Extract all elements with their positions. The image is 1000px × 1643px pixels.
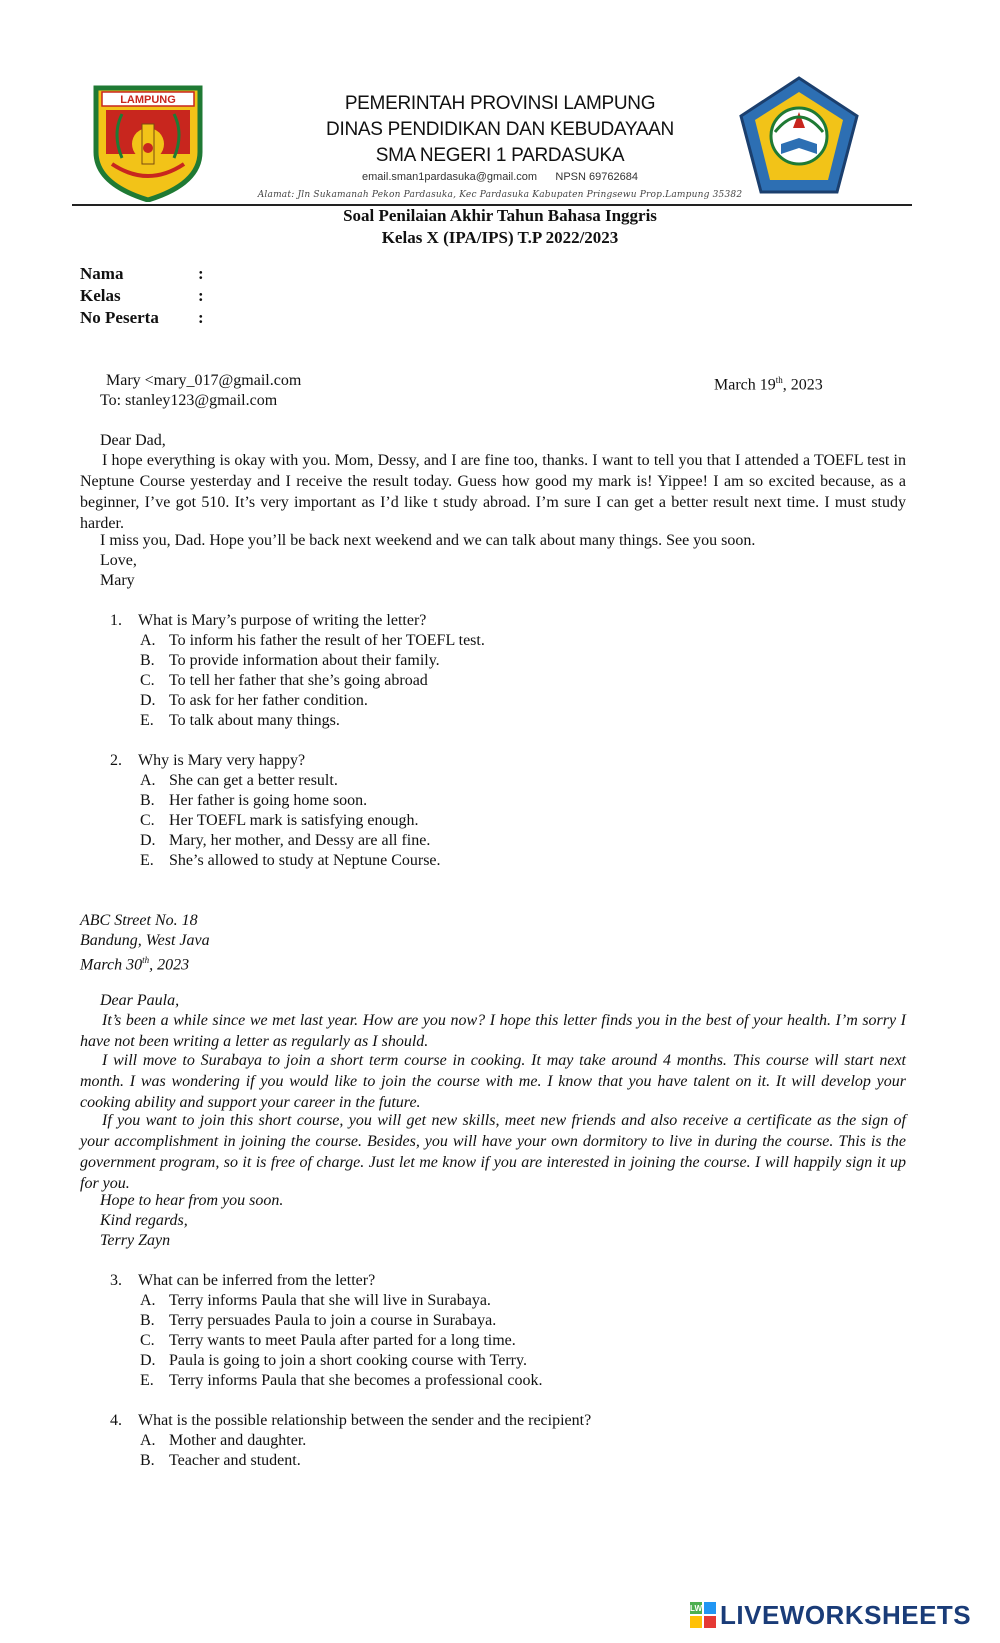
letter1-closing: Love, — [100, 552, 137, 569]
question-2 — [110, 750, 305, 771]
option-letter: E. — [140, 1372, 154, 1389]
option-text: To tell her father that she’s going abroad — [169, 672, 428, 689]
letter2-p1-text: It’s been a while since we met last year. How are you now? I hope this letter finds you in the best of your health. I’m sorry I have not been writing a letter as regularly as I should. — [80, 1012, 906, 1050]
option[interactable] — [140, 1330, 516, 1351]
header-line1: PEMERINTAH PROVINSI LAMPUNG — [344, 93, 656, 114]
date-sup: th — [775, 375, 783, 385]
option-text: Teacher and student. — [169, 1452, 301, 1469]
option-letter: A. — [140, 1292, 156, 1309]
option[interactable] — [140, 1350, 527, 1371]
lampung-logo — [92, 84, 204, 202]
logo-prefix: LW — [690, 1604, 702, 1613]
question-number: 4. — [110, 1412, 122, 1429]
identity-row-class — [80, 286, 204, 306]
header-line3: SMA NEGERI 1 PARDASUKA — [375, 145, 625, 166]
header-contact: email.sman1pardasuka@gmail.com NPSN 69762684 — [362, 171, 638, 183]
option-text: Terry wants to meet Paula after parted for a long time. — [169, 1332, 516, 1349]
option[interactable] — [140, 670, 428, 691]
option-letter: D. — [140, 1352, 156, 1369]
option-letter: C. — [140, 1332, 155, 1349]
question-3 — [110, 1270, 375, 1291]
option-text: She can get a better result. — [169, 772, 338, 789]
question-number: 2. — [110, 752, 122, 769]
option-text: Terry informs Paula that she will live in Surabaya. — [169, 1292, 491, 1309]
letter2-p2 — [80, 1050, 906, 1113]
date-year: , 2023 — [149, 956, 190, 974]
option-text: To inform his father the result of her TOEFL test. — [169, 632, 485, 649]
school-emblem — [735, 72, 863, 202]
letter1-body1-text: I hope everything is okay with you. Mom, Dessy, and I are fine too, thanks. I want to tell you that I attended a TOEFL test in Neptune Course yesterday and I receive the result today. Guess how good my mark is! Yippee! I am so excited because, as a beginner, I’ve got 510. It’s very important as I’d like t study abroad. I’m sure I can get a better result next time. I must study harder. — [80, 452, 906, 532]
letter2-closing2: Kind regards, — [100, 1212, 188, 1229]
option[interactable] — [140, 770, 338, 791]
identity-row-participant — [80, 308, 204, 328]
exam-title: Soal Penilaian Akhir Tahun Bahasa Inggris — [343, 206, 657, 225]
header-address: Alamat: Jln Sukamanah Pekon Pardasuka, Kec Pardasuka Kabupaten Pringsewu Prop.Lampung 35382 — [257, 190, 743, 200]
option-letter: A. — [140, 632, 156, 649]
option-text: She’s allowed to study at Neptune Course. — [169, 852, 441, 869]
liveworksheets-watermark[interactable] — [690, 1600, 990, 1632]
letter1-from: Mary <mary_017@gmail.com — [106, 372, 302, 389]
liveworksheets-logo-icon — [690, 1602, 716, 1628]
option-letter: C. — [140, 812, 155, 829]
option-text: Mother and daughter. — [169, 1432, 307, 1449]
logo-left-text: LAMPUNG — [120, 94, 176, 106]
option-letter: E. — [140, 852, 154, 869]
question-text: What can be inferred from the letter? — [138, 1272, 376, 1289]
letter1-body1 — [80, 450, 906, 534]
date-sup: th — [142, 955, 150, 965]
letter1-date — [714, 370, 823, 395]
letter2-closing1: Hope to hear from you soon. — [100, 1192, 284, 1209]
exam-class: Kelas X (IPA/IPS) T.P 2022/2023 — [381, 228, 619, 247]
option-text: To ask for her father condition. — [169, 692, 368, 709]
identity-label: Kelas — [80, 286, 121, 305]
option-letter: A. — [140, 772, 156, 789]
option-letter: E. — [140, 712, 154, 729]
date-main: March 30 — [80, 956, 143, 974]
letter2-greeting: Dear Paula, — [100, 992, 180, 1009]
date-main: March 19 — [714, 376, 776, 394]
letter2-p1 — [80, 1010, 906, 1052]
question-number: 1. — [110, 612, 122, 629]
option[interactable] — [140, 710, 340, 731]
question-text: What is the possible relationship between the sender and the recipient? — [138, 1412, 592, 1429]
letter2-p2-text: I will move to Surabaya to join a short term course in cooking. It may take around 4 months. This course will start next month. I was wondering if you would like to join the course with me. I know that you have talent on it. It will develop your cooking ability and support your career in the future. — [80, 1052, 906, 1111]
option[interactable] — [140, 630, 485, 651]
option[interactable] — [140, 850, 441, 871]
identity-colon: : — [198, 308, 204, 327]
option-letter: A. — [140, 1432, 156, 1449]
option-letter: C. — [140, 672, 155, 689]
option-text: Her TOEFL mark is satisfying enough. — [169, 812, 419, 829]
date-year: , 2023 — [782, 376, 823, 394]
option-text: Terry informs Paula that she becomes a professional cook. — [169, 1372, 543, 1389]
option[interactable] — [140, 690, 368, 711]
option[interactable] — [140, 1290, 491, 1311]
identity-label: Nama — [80, 264, 124, 283]
letter2-date — [80, 950, 189, 975]
letter1-body2: I miss you, Dad. Hope you’ll be back next weekend and we can talk about many things. See you soon. — [100, 532, 756, 549]
identity-colon: : — [198, 264, 204, 283]
option-letter: B. — [140, 1452, 155, 1469]
option-letter: B. — [140, 652, 155, 669]
letter2-signature: Terry Zayn — [100, 1232, 171, 1249]
option[interactable] — [140, 790, 367, 811]
option-text: Mary, her mother, and Dessy are all fine. — [169, 832, 431, 849]
letter2-addr2: Bandung, West Java — [80, 932, 210, 949]
option-text: Paula is going to join a short cooking course with Terry. — [169, 1352, 527, 1369]
question-text: What is Mary’s purpose of writing the letter? — [138, 612, 427, 629]
question-text: Why is Mary very happy? — [138, 752, 306, 769]
letter2-p3 — [80, 1110, 906, 1194]
option[interactable] — [140, 1370, 542, 1391]
liveworksheets-text: LIVEWORKSHEETS — [720, 1600, 972, 1630]
header-line2: DINAS PENDIDIKAN DAN KEBUDAYAAN — [326, 119, 674, 140]
option[interactable] — [140, 1310, 496, 1331]
option-letter: D. — [140, 692, 156, 709]
letter1-signature: Mary — [100, 572, 135, 589]
letter1-greeting: Dear Dad, — [100, 432, 166, 449]
option[interactable] — [140, 830, 430, 851]
option[interactable] — [140, 1450, 301, 1471]
option[interactable] — [140, 810, 418, 831]
option[interactable] — [140, 1430, 306, 1451]
identity-row-name — [80, 264, 204, 284]
question-1 — [110, 610, 426, 631]
option-text: Her father is going home soon. — [169, 792, 368, 809]
letter2-addr1: ABC Street No. 18 — [80, 912, 198, 929]
option-text: To talk about many things. — [169, 712, 340, 729]
identity-colon: : — [198, 286, 204, 305]
option[interactable] — [140, 650, 440, 671]
question-4 — [110, 1410, 591, 1431]
option-letter: B. — [140, 792, 155, 809]
option-text: Terry persuades Paula to join a course in Surabaya. — [169, 1312, 497, 1329]
option-letter: D. — [140, 832, 156, 849]
letter1-to: To: stanley123@gmail.com — [100, 392, 278, 409]
question-number: 3. — [110, 1272, 122, 1289]
option-letter: B. — [140, 1312, 155, 1329]
option-text: To provide information about their family. — [169, 652, 440, 669]
identity-label: No Peserta — [80, 308, 159, 327]
letter2-p3-text: If you want to join this short course, you will get new skills, meet new friends and also receive a certificate as the sign of your accomplishment in joining the course. Besides, you will have your own dormitory to live in during the course. This is the government program, so it is free of charge. Just let me know if you are interested in joining the course. I will happily sign it up for you. — [80, 1112, 906, 1192]
